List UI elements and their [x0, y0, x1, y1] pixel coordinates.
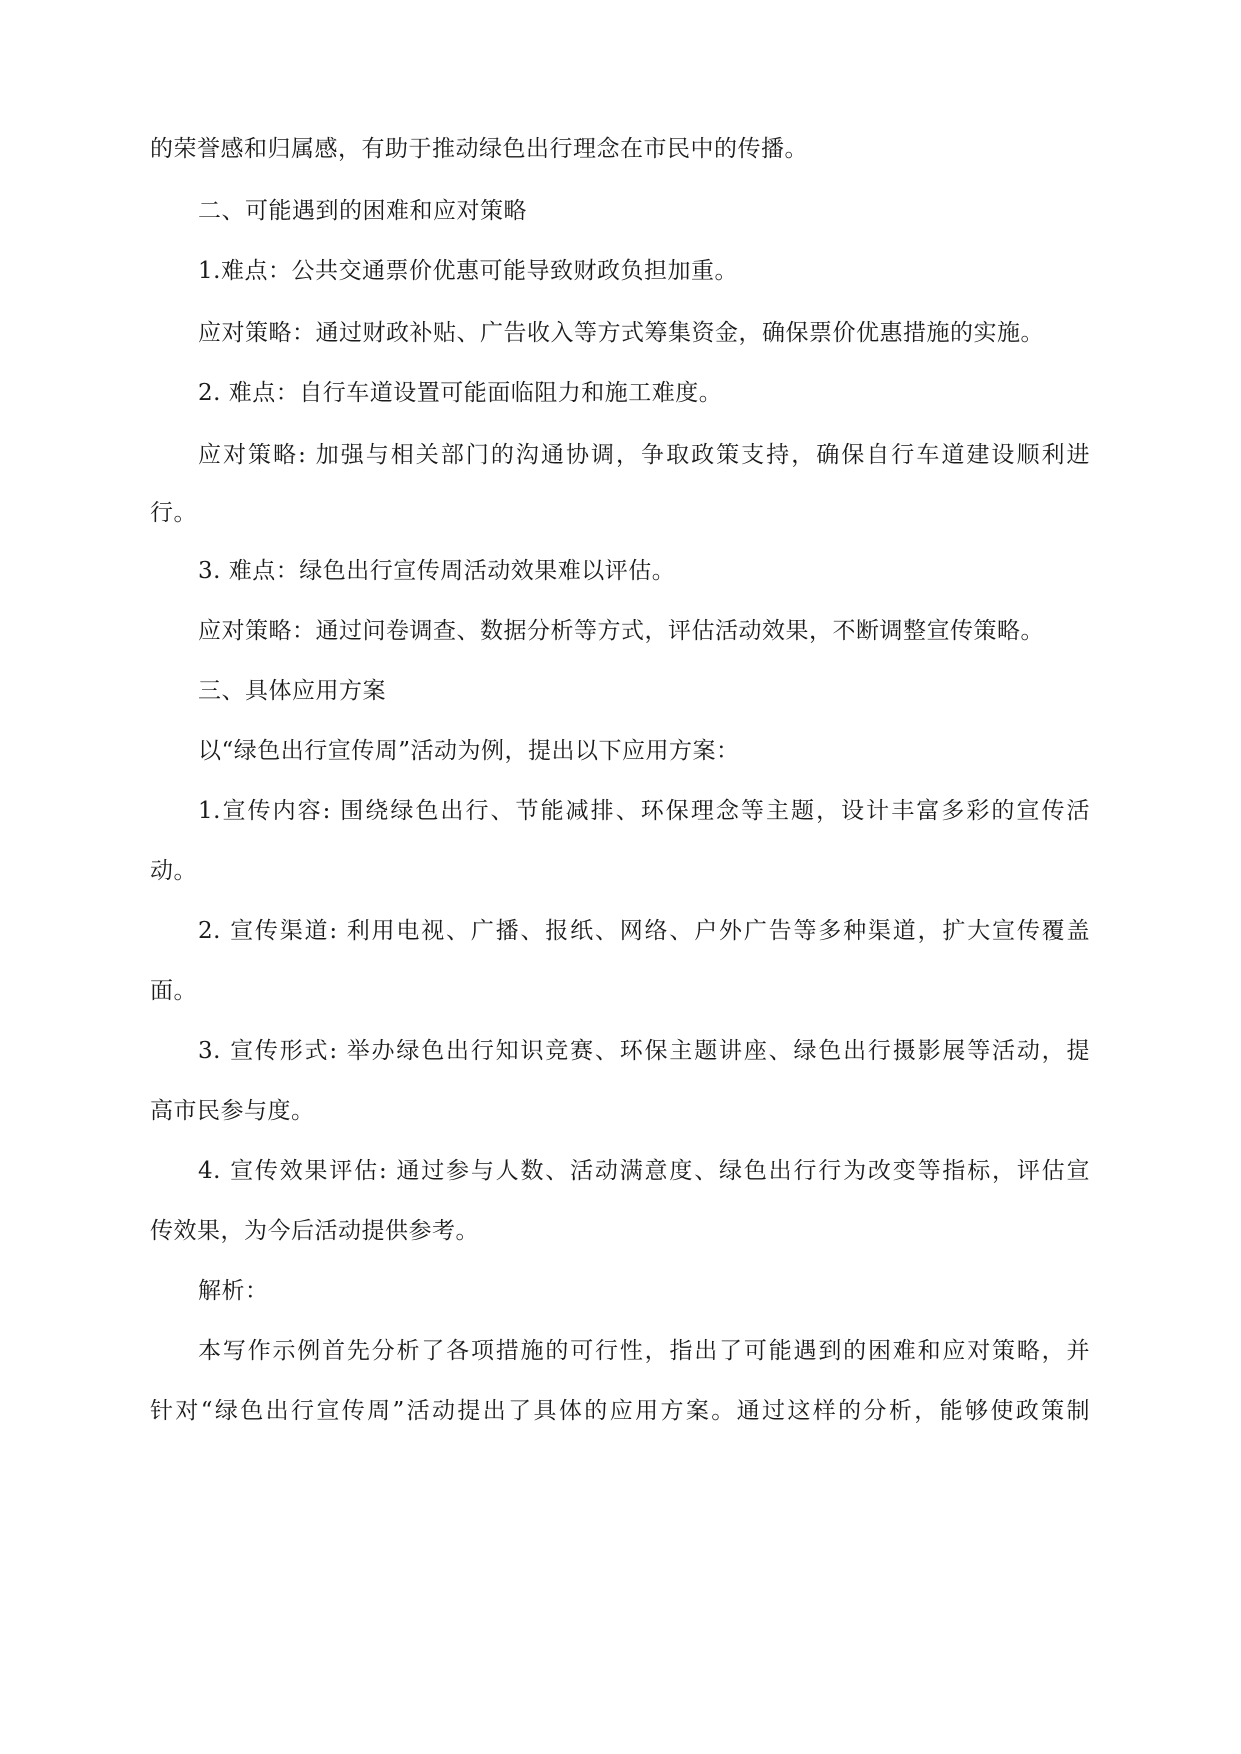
plan-item-2: 2. 宣传渠道: 利用电视、广播、报纸、网络、户外广告等多种渠道，扩大宣传覆盖 — [198, 918, 1090, 944]
plan-item-2-continued: 面。 — [150, 978, 197, 1004]
plan-intro: 以“绿色出行宣传周”活动为例，提出以下应用方案： — [198, 738, 740, 764]
plan-item-1-continued: 动。 — [150, 858, 197, 884]
plan-item-4-continued: 传效果，为今后活动提供参考。 — [150, 1218, 479, 1244]
analysis-line-2: 针对“绿色出行宣传周”活动提出了具体的应用方案。通过这样的分析，能够使政策制 — [150, 1398, 1090, 1424]
strategy-2: 应对策略: 加强与相关部门的沟通协调，争取政策支持，确保自行车道建设顺利进 — [198, 442, 1090, 468]
analysis-line-1: 本写作示例首先分析了各项措施的可行性，指出了可能遇到的困难和应对策略，并 — [198, 1338, 1090, 1364]
difficulty-1: 1.难点：公共交通票价优惠可能导致财政负担加重。 — [198, 258, 738, 284]
paragraph-line: 的荣誉感和归属感，有助于推动绿色出行理念在市民中的传播。 — [150, 136, 808, 162]
strategy-3: 应对策略：通过问卷调查、数据分析等方式，评估活动效果，不断调整宣传策略。 — [198, 618, 1044, 644]
plan-item-3: 3. 宣传形式: 举办绿色出行知识竞赛、环保主题讲座、绿色出行摄影展等活动，提 — [198, 1038, 1090, 1064]
analysis-heading: 解析： — [198, 1278, 269, 1304]
strategy-1: 应对策略：通过财政补贴、广告收入等方式筹集资金，确保票价优惠措施的实施。 — [198, 320, 1044, 346]
plan-item-4: 4. 宣传效果评估: 通过参与人数、活动满意度、绿色出行行为改变等指标，评估宣 — [198, 1158, 1090, 1184]
section-heading-3: 三、具体应用方案 — [198, 678, 386, 704]
plan-item-1: 1.宣传内容: 围绕绿色出行、节能减排、环保理念等主题，设计丰富多彩的宣传活 — [198, 798, 1090, 824]
plan-item-3-continued: 高市民参与度。 — [150, 1098, 315, 1124]
strategy-2-continued: 行。 — [150, 500, 197, 526]
section-heading-2: 二、可能遇到的困难和应对策略 — [198, 198, 527, 224]
difficulty-2: 2. 难点：自行车道设置可能面临阻力和施工难度。 — [198, 380, 723, 406]
difficulty-3: 3. 难点：绿色出行宣传周活动效果难以评估。 — [198, 558, 676, 584]
